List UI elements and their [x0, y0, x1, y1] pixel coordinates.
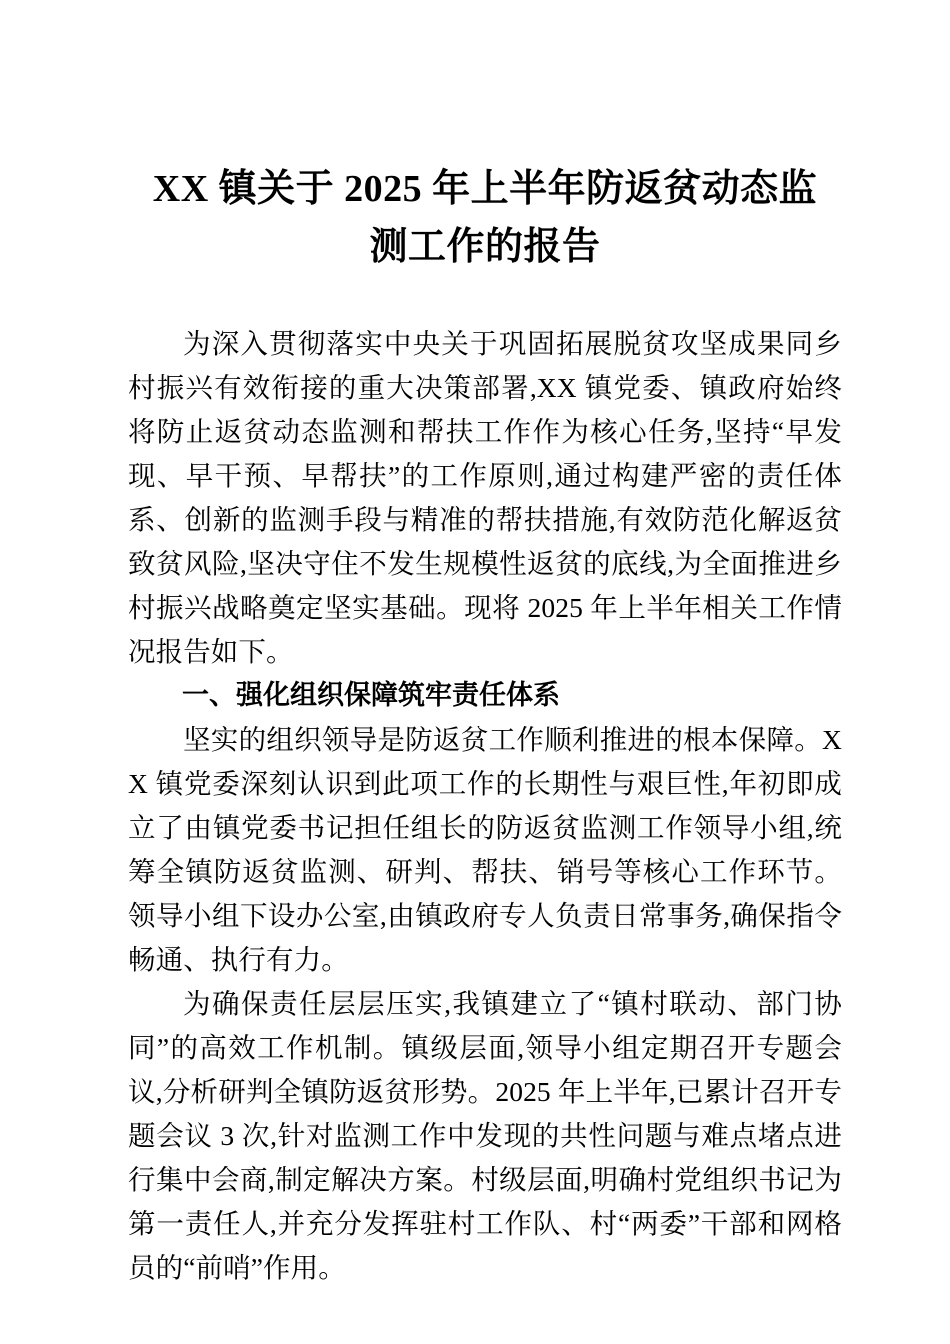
page-title-line-1: XX 镇关于 2025 年上半年防返贫动态监	[152, 168, 818, 210]
section-heading-1: 一、强化组织保障筑牢责任体系	[182, 680, 560, 711]
paragraph-section1-1: 坚实的组织领导是防返贫工作顺利推进的根本保障。XX 镇党委深刻认识到此项工作的长期性与艰巨性,年初即成立了由镇党委书记担任组长的防返贫监测工作领导小组,统筹全镇防返贫监测、研判、帮扶、销号等核心工作环节。领导小组下设办公室,由镇政府专人负责日常事务,确保指令畅通、执行有力。	[128, 724, 842, 975]
paragraph-intro: 为深入贯彻落实中央关于巩固拓展脱贫攻坚成果同乡村振兴有效衔接的重大决策部署,XX 镇党委、镇政府始终将防止返贫动态监测和帮扶工作作为核心任务,坚持“早发现、早干预、早帮扶”的工作原则,通过构建严密的责任体系、创新的监测手段与精准的帮扶措施,有效防范化解返贫致贫风险,坚决守住不发生规模性返贫的底线,为全面推进乡村振兴战略奠定坚实基础。现将 2025 年上半年相关工作情况报告如下。	[128, 328, 842, 667]
title-spacer	[128, 276, 842, 322]
page-title	[128, 0, 842, 276]
document-body	[128, 0, 842, 1290]
page-title-line-2: 测工作的报告	[369, 226, 601, 268]
paragraph-section1-2: 为确保责任层层压实,我镇建立了“镇村联动、部门协同”的高效工作机制。镇级层面,领导小组定期召开专题会议,分析研判全镇防返贫形势。2025 年上半年,已累计召开专题会议 3 次,针对监测工作中发现的共性问题与难点堵点进行集中会商,制定解决方案。村级层面,明确村党组织书记为第一责任人,并充分发挥驻村工作队、村“两委”干部和网格员的“前哨”作用。	[128, 988, 842, 1283]
